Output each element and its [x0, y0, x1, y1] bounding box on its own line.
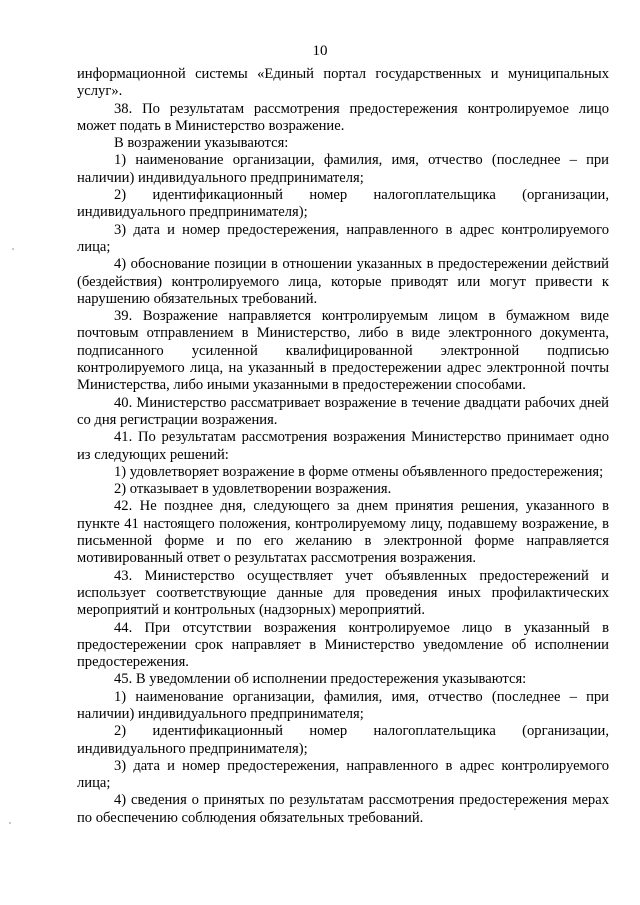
paragraph-40: 40. Министерство рассматривает возражение в течение двадцати рабочих дней со дня регистрации возражения.: [77, 394, 609, 428]
paragraph-38: 38. По результатам рассмотрения предостережения контролируемое лицо может подать в Министерство возражение.: [77, 100, 609, 134]
paragraph-45: 45. В уведомлении об исполнении предостережения указываются:: [114, 671, 527, 688]
notice-item-3: 3) дата и номер предостережения, направленного в адрес контролируемого лица;: [77, 757, 609, 792]
objection-item-4: 4) обоснование позиции в отношении указанных в предостережении действий (бездействия) контролируемого лица, которые приводят или могут привести к нарушению обязательных требований.: [77, 256, 609, 307]
paragraph-42: 42. Не позднее дня, следующего за днем принятия решения, указанного в пункте 41 настоящего положения, контролируемому лицу, подавшему возражение, в письменной форме и по его желанию в электронной форме направляется мотивированный ответ о результатах рассмотрения возражения.: [77, 498, 609, 567]
scan-speck: [9, 822, 11, 824]
scan-speck: [12, 248, 14, 250]
decision-item-1: 1) удовлетворяет возражение в форме отмены объявленного предостережения;: [114, 463, 604, 480]
notice-item-1: 1) наименование организации, фамилия, имя, отчество (последнее – при наличии) индивидуального предпринимателя;: [77, 688, 609, 722]
decision-item-2: 2) отказывает в удовлетворении возражения.: [114, 481, 392, 498]
document-body: [77, 66, 609, 827]
notice-item-4: 4) сведения о принятых по результатам рассмотрения предостережения мерах по обеспечению соблюдения обязательных требований.: [77, 792, 609, 826]
scan-speck: [514, 808, 516, 810]
objection-item-3: 3) дата и номер предостережения, направленного в адрес контролируемого лица;: [77, 221, 609, 255]
paragraph-41: 41. По результатам рассмотрения возражения Министерство принимает одно из следующих решений:: [77, 429, 609, 463]
paragraph-44: 44. При отсутствии возражения контролируемое лицо в указанный в предостережении срок направляет в Министерство уведомление об исполнении предостережения.: [77, 619, 609, 671]
objection-item-2: 2) идентификационный номер налогоплательщика (организации, индивидуального предпринимателя);: [77, 187, 609, 221]
objection-item-1: 1) наименование организации, фамилия, имя, отчество (последнее – при наличии) индивидуального предпринимателя;: [77, 152, 609, 186]
paragraph-objection-contents-intro: В возражении указываются:: [114, 135, 289, 152]
page-number: 10: [312, 43, 328, 59]
notice-item-2: 2) идентификационный номер налогоплательщика (организации, индивидуального предпринимателя);: [77, 723, 609, 757]
paragraph-continuation: информационной системы «Единый портал государственных и муниципальных услуг».: [77, 66, 609, 100]
paragraph-43: 43. Министерство осуществляет учет объявленных предостережений и использует соответствующие данные для проведения иных профилактических мероприятий и контрольных (надзорных) мероприятий.: [77, 567, 609, 619]
paragraph-39: 39. Возражение направляется контролируемым лицом в бумажном виде почтовым отправлением в Министерство, либо в виде электронного документа, подписанного усиленной квалифицированной электронной подписью контролируемого лица, на указанный в предостережении адрес электронной почты Министерства, либо иными указанными в предостережении способами.: [77, 308, 609, 394]
